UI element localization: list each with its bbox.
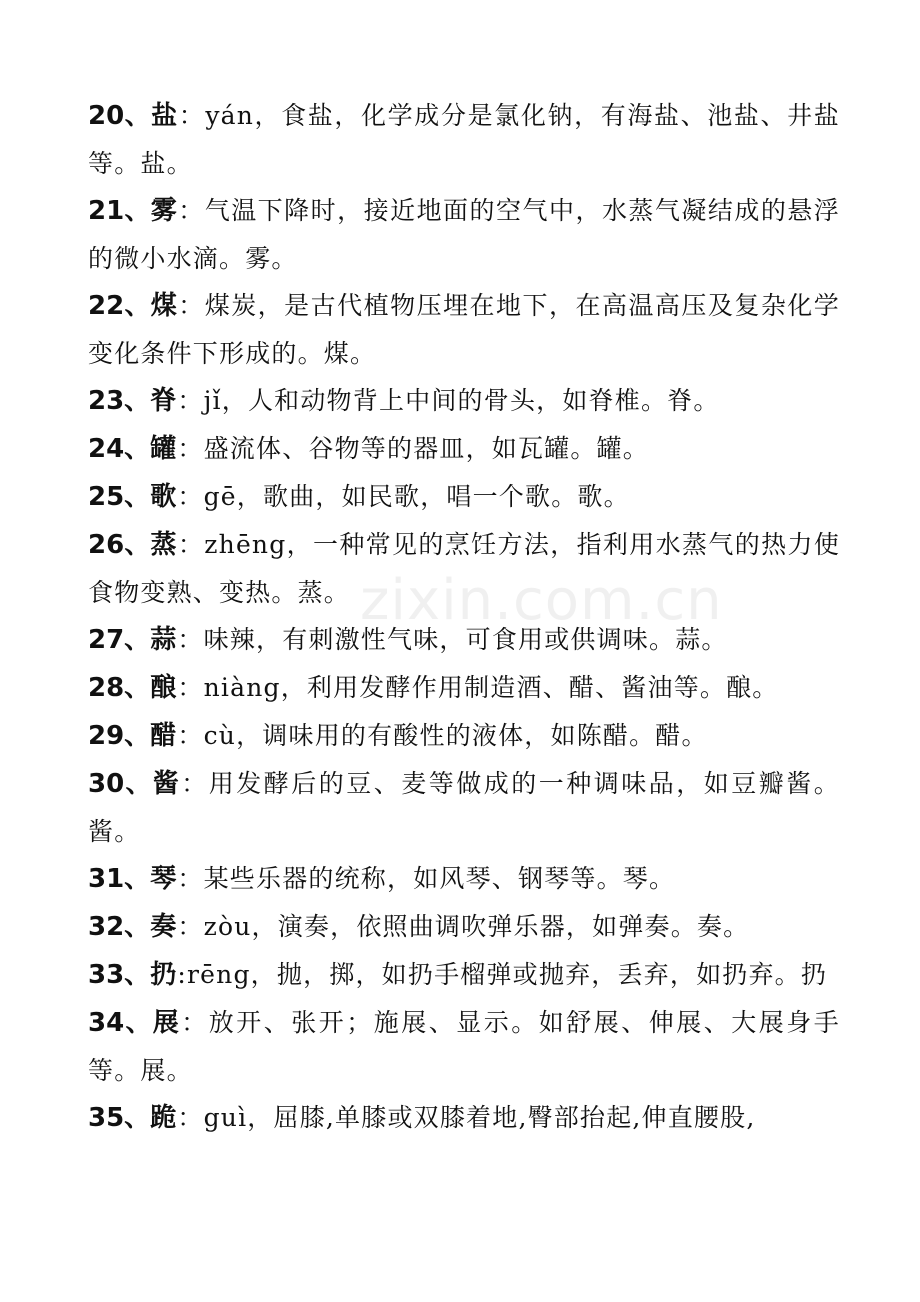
entry-number: 23、 [88,386,151,416]
entry-character: 蒜 [150,625,178,655]
entry-number: 34、 [88,1008,153,1038]
entry-20 [88,92,840,187]
entry-number: 26、 [88,530,151,560]
entry-28 [88,664,840,712]
entry-number: 20、 [88,101,152,131]
entry-separator: ： [178,196,205,225]
entry-character: 展 [152,1008,182,1038]
entry-23 [88,377,840,425]
entry-character: 跪 [150,1103,178,1133]
entry-separator: : [177,960,188,989]
entry-character: 歌 [150,482,178,512]
entry-character: 醋 [150,721,178,751]
entry-separator: ： [177,386,204,415]
entry-number: 28、 [88,673,151,703]
entry-separator: ： [178,291,205,320]
entry-character: 酿 [150,673,178,703]
entry-29 [88,712,840,760]
entry-number: 21、 [88,196,151,226]
entry-definition: 味辣，有刺激性气味，可食用或供调味。蒜。 [203,625,728,654]
entry-number: 33、 [88,960,151,990]
entry-definition: cù，调味用的有酸性的液体，如陈醋。醋。 [203,721,708,750]
entry-separator: ： [181,1008,209,1037]
entry-separator: ： [177,434,204,463]
entry-definition: jǐ，人和动物背上中间的骨头，如脊椎。脊。 [203,386,720,415]
entry-number: 27、 [88,625,151,655]
entry-character: 雾 [150,196,179,226]
entry-25 [88,473,840,521]
entry-number: 30、 [88,769,153,799]
entry-33 [88,951,840,999]
entry-number: 35、 [88,1103,151,1133]
watermark: zixin.com.cn [360,568,723,633]
entry-separator: ： [177,530,205,559]
entry-number: 29、 [88,721,151,751]
entry-26 [88,521,840,616]
entry-definition: 盛流体、谷物等的器皿，如瓦罐。罐。 [203,434,649,463]
entry-number: 25、 [88,482,151,512]
entry-separator: ： [177,625,204,654]
entry-list [88,92,840,1142]
entry-30 [88,760,840,855]
entry-character: 罐 [150,434,178,464]
entry-character: 脊 [150,386,178,416]
entry-definition: 煤炭，是古代植物压埋在地下，在高温高压及复杂化学变化条件下形成的。煤。 [88,291,840,368]
entry-character: 奏 [150,912,178,942]
entry-number: 22、 [88,291,151,321]
entry-separator: ： [181,769,209,798]
entry-21 [88,187,840,282]
entry-definition: 用发酵后的豆、麦等做成的一种调味品，如豆瓣酱。酱。 [88,769,840,846]
entry-34 [88,999,840,1094]
entry-24 [88,425,840,473]
entry-separator: ： [177,721,204,750]
entry-separator: ： [177,912,204,941]
entry-31 [88,855,840,903]
entry-number: 31、 [88,864,151,894]
entry-character: 盐 [151,101,179,131]
entry-separator: ： [177,1103,204,1132]
entry-separator: ： [177,673,204,702]
entry-definition: gē，歌曲，如民歌，唱一个歌。歌。 [203,482,630,511]
entry-32 [88,903,840,951]
entry-definition: 气温下降时，接近地面的空气中，水蒸气凝结成的悬浮的微小水滴。雾。 [88,196,840,273]
entry-character: 酱 [152,769,182,799]
entry-definition: 某些乐器的统称，如风琴、钢琴等。琴。 [203,864,676,893]
entry-number: 24、 [88,434,151,464]
entry-35 [88,1094,840,1142]
entry-separator: ： [177,864,204,893]
entry-27 [88,616,840,664]
entry-character: 扔 [150,960,178,990]
entry-separator: ： [178,101,206,130]
entry-definition: 放开、张开；施展、显示。如舒展、伸展、大展身手等。展。 [88,1008,840,1085]
entry-definition: zhēng，一种常见的烹饪方法，指利用水蒸气的热力使食物变熟、变热。蒸。 [88,530,841,607]
entry-character: 煤 [150,291,179,321]
entry-definition: zòu，演奏，依照曲调吹弹乐器，如弹奏。奏。 [203,912,750,941]
entry-character: 蒸 [150,530,178,560]
entry-22 [88,282,840,377]
entry-definition: rēng，抛，掷，如扔手榴弹或抛弃，丢弃，如扔弃。扔 [187,960,828,989]
entry-definition: guì，屈膝,单膝或双膝着地,臀部抬起,伸直腰股, [203,1103,756,1132]
entry-character: 琴 [150,864,178,894]
entry-definition: yán，食盐，化学成分是氯化钠，有海盐、池盐、井盐等。盐。 [88,101,841,178]
entry-separator: ： [177,482,204,511]
entry-number: 32、 [88,912,151,942]
entry-definition: niàng，利用发酵作用制造酒、醋、酱油等。酿。 [203,673,779,702]
